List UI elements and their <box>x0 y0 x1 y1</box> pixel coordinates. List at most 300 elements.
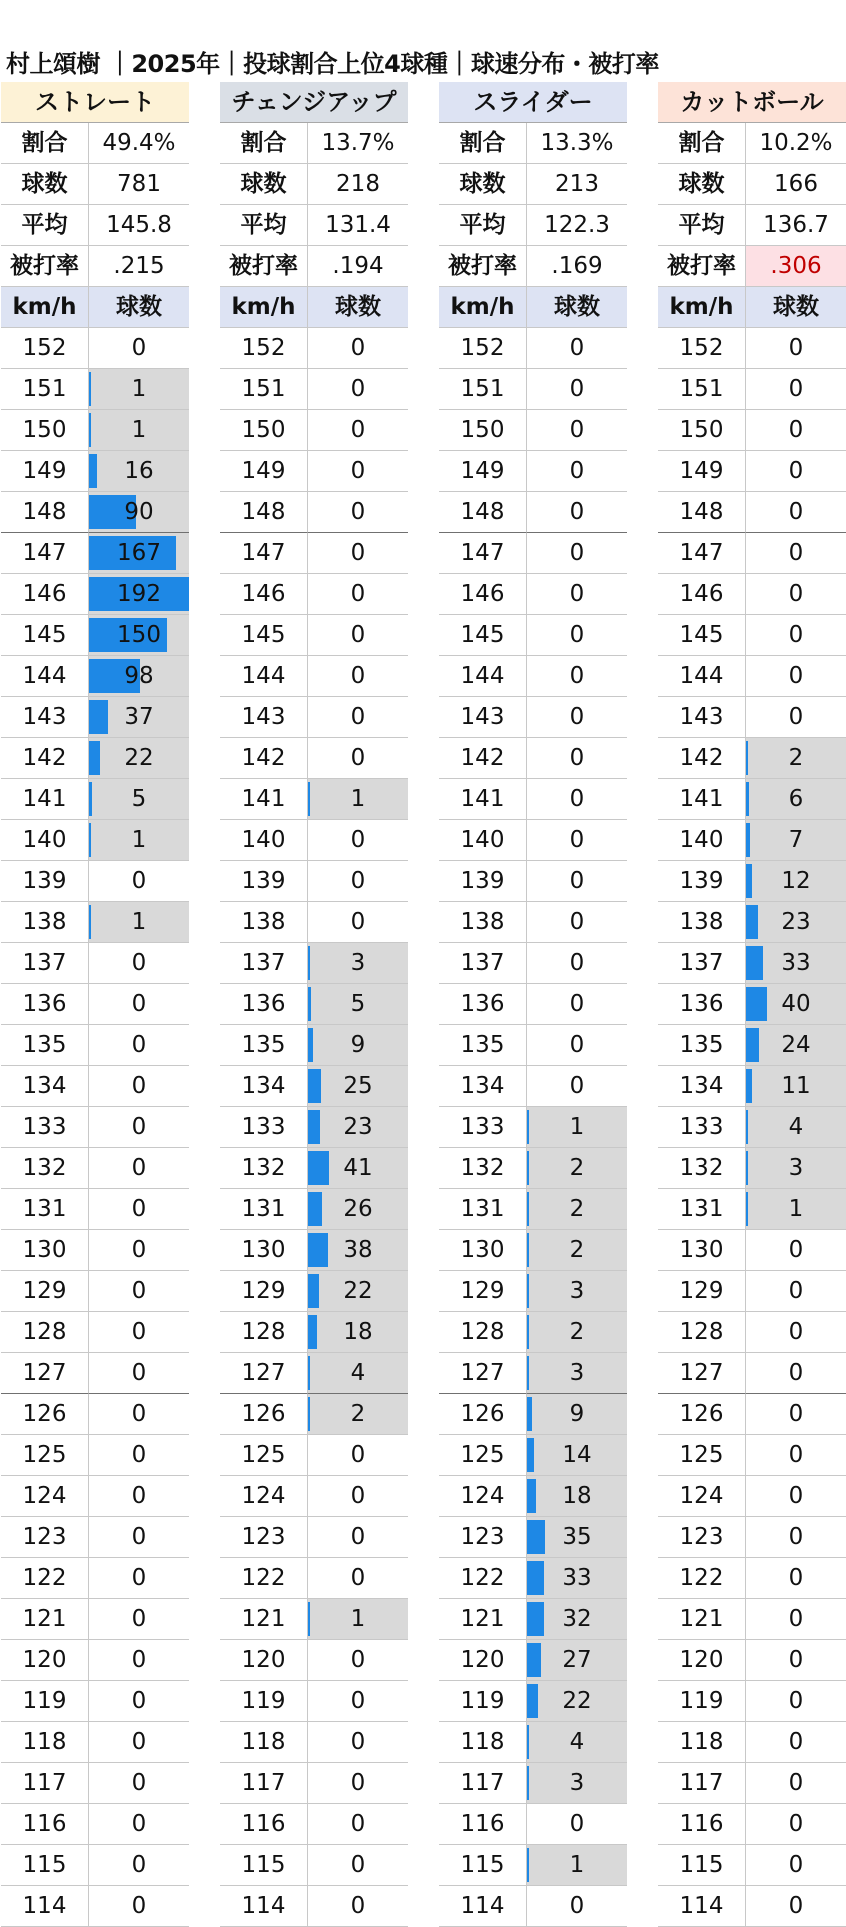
stat-value: .306 <box>746 246 846 287</box>
count-value: 9 <box>350 1032 366 1058</box>
count-value: 0 <box>788 1237 804 1263</box>
count-value: 0 <box>788 704 804 730</box>
count-cell <box>527 533 627 574</box>
speed-label: 114 <box>1 1886 89 1927</box>
count-value: 1 <box>788 1196 804 1222</box>
count-value: 2 <box>569 1319 585 1345</box>
count-cell <box>89 574 189 615</box>
count-cell <box>527 1230 627 1271</box>
count-value: 0 <box>569 540 585 566</box>
speed-label: 133 <box>220 1107 308 1148</box>
count-value: 0 <box>788 458 804 484</box>
count-cell <box>746 615 846 656</box>
count-value: 0 <box>350 1729 366 1755</box>
count-cell <box>527 779 627 820</box>
count-cell <box>746 1804 846 1845</box>
count-value: 0 <box>350 499 366 525</box>
count-value: 192 <box>117 581 161 607</box>
count-value: 0 <box>788 581 804 607</box>
count-cell <box>746 1845 846 1886</box>
speed-count-bar <box>308 987 311 1021</box>
count-cell <box>746 1435 846 1476</box>
speed-count-bar <box>89 782 92 816</box>
count-cell <box>527 1845 627 1886</box>
count-value: 25 <box>343 1073 373 1099</box>
pitch-name: チェンジアップ <box>220 82 408 123</box>
speed-label: 130 <box>658 1230 746 1271</box>
count-cell <box>527 1435 627 1476</box>
count-value: 0 <box>131 1852 147 1878</box>
speed-count-bar <box>527 1602 544 1636</box>
speed-label: 142 <box>1 738 89 779</box>
count-value: 0 <box>131 1401 147 1427</box>
count-cell <box>89 1722 189 1763</box>
count-cell <box>308 1435 408 1476</box>
count-cell <box>308 615 408 656</box>
speed-label: 128 <box>220 1312 308 1353</box>
speed-count-bar <box>746 905 758 939</box>
count-value: 0 <box>788 1524 804 1550</box>
speed-label: 119 <box>658 1681 746 1722</box>
count-value: 5 <box>350 991 366 1017</box>
speed-label: 135 <box>1 1025 89 1066</box>
count-value: 0 <box>788 1647 804 1673</box>
count-cell <box>746 1681 846 1722</box>
speed-label: 119 <box>1 1681 89 1722</box>
count-cell <box>746 779 846 820</box>
count-value: 0 <box>131 1606 147 1632</box>
count-value: 0 <box>350 909 366 935</box>
speed-label: 141 <box>220 779 308 820</box>
count-value: 0 <box>350 1770 366 1796</box>
count-value: 0 <box>569 991 585 1017</box>
count-cell <box>89 1148 189 1189</box>
speed-label: 127 <box>658 1353 746 1394</box>
speed-label: 137 <box>439 943 527 984</box>
speed-count-bar <box>89 454 97 488</box>
count-cell <box>746 574 846 615</box>
speed-label: 126 <box>1 1394 89 1435</box>
count-value: 0 <box>131 1729 147 1755</box>
count-value: 0 <box>569 1893 585 1919</box>
speed-count-bar <box>89 700 108 734</box>
count-value: 0 <box>569 622 585 648</box>
speed-label: 145 <box>1 615 89 656</box>
count-cell <box>527 1599 627 1640</box>
count-value: 0 <box>350 376 366 402</box>
count-cell <box>89 1763 189 1804</box>
count-cell <box>89 1394 189 1435</box>
count-value: 0 <box>788 1852 804 1878</box>
speed-column-header: km/h <box>658 287 746 328</box>
count-value: 0 <box>350 1852 366 1878</box>
count-cell <box>527 615 627 656</box>
count-value: 0 <box>131 1688 147 1714</box>
count-value: 0 <box>131 1278 147 1304</box>
count-cell <box>746 451 846 492</box>
count-cell <box>746 1886 846 1927</box>
count-value: 7 <box>788 827 804 853</box>
speed-label: 124 <box>1 1476 89 1517</box>
count-value: 2 <box>569 1196 585 1222</box>
count-value: 0 <box>788 1606 804 1632</box>
count-cell <box>308 1763 408 1804</box>
speed-count-bar <box>527 1643 541 1677</box>
speed-count-bar <box>746 1192 748 1226</box>
count-cell <box>308 861 408 902</box>
speed-label: 146 <box>439 574 527 615</box>
speed-label: 133 <box>1 1107 89 1148</box>
speed-label: 148 <box>658 492 746 533</box>
speed-count-bar <box>527 1315 529 1349</box>
count-cell <box>308 1845 408 1886</box>
count-cell <box>89 1066 189 1107</box>
count-value: 0 <box>350 540 366 566</box>
count-value: 3 <box>350 950 366 976</box>
count-value: 9 <box>569 1401 585 1427</box>
speed-label: 127 <box>220 1353 308 1394</box>
speed-label: 145 <box>439 615 527 656</box>
speed-count-bar <box>746 1069 752 1103</box>
count-cell <box>746 902 846 943</box>
speed-label: 134 <box>658 1066 746 1107</box>
speed-count-bar <box>89 413 91 447</box>
speed-label: 126 <box>658 1394 746 1435</box>
count-cell <box>527 1312 627 1353</box>
speed-label: 132 <box>439 1148 527 1189</box>
count-value: 2 <box>569 1237 585 1263</box>
speed-label: 135 <box>439 1025 527 1066</box>
stat-label: 平均 <box>439 205 527 246</box>
count-value: 22 <box>124 745 154 771</box>
speed-label: 152 <box>1 328 89 369</box>
speed-count-bar <box>308 1397 310 1431</box>
count-value: 3 <box>788 1155 804 1181</box>
speed-label: 126 <box>439 1394 527 1435</box>
count-cell <box>527 1148 627 1189</box>
count-value: 0 <box>569 868 585 894</box>
speed-label: 118 <box>439 1722 527 1763</box>
count-cell <box>89 1353 189 1394</box>
count-cell <box>308 1107 408 1148</box>
speed-count-bar <box>746 987 767 1021</box>
speed-label: 123 <box>439 1517 527 1558</box>
speed-label: 121 <box>220 1599 308 1640</box>
count-value: 0 <box>350 1565 366 1591</box>
count-cell <box>527 1804 627 1845</box>
count-cell <box>746 1394 846 1435</box>
speed-label: 143 <box>220 697 308 738</box>
stat-label: 平均 <box>220 205 308 246</box>
count-cell <box>89 1804 189 1845</box>
count-cell <box>308 820 408 861</box>
count-value: 41 <box>343 1155 373 1181</box>
speed-label: 149 <box>658 451 746 492</box>
count-value: 0 <box>131 1893 147 1919</box>
count-value: 4 <box>350 1360 366 1386</box>
speed-count-bar <box>746 1110 748 1144</box>
speed-label: 115 <box>658 1845 746 1886</box>
speed-count-bar <box>308 782 310 816</box>
speed-label: 134 <box>439 1066 527 1107</box>
speed-label: 131 <box>1 1189 89 1230</box>
speed-label: 120 <box>220 1640 308 1681</box>
count-value: 0 <box>569 581 585 607</box>
speed-label: 136 <box>658 984 746 1025</box>
count-cell <box>89 820 189 861</box>
speed-label: 139 <box>439 861 527 902</box>
speed-label: 121 <box>439 1599 527 1640</box>
count-cell <box>746 1107 846 1148</box>
speed-count-bar <box>527 1397 532 1431</box>
count-value: 18 <box>562 1483 592 1509</box>
speed-count-bar <box>89 741 100 775</box>
count-value: 3 <box>569 1360 585 1386</box>
pitch-name: カットボール <box>658 82 846 123</box>
speed-label: 122 <box>658 1558 746 1599</box>
speed-label: 137 <box>658 943 746 984</box>
speed-count-bar <box>89 823 91 857</box>
count-cell <box>308 1640 408 1681</box>
count-value: 0 <box>350 1811 366 1837</box>
speed-column-header: km/h <box>220 287 308 328</box>
count-value: 0 <box>788 1565 804 1591</box>
count-value: 0 <box>569 827 585 853</box>
count-cell <box>308 1148 408 1189</box>
count-cell <box>527 1353 627 1394</box>
count-value: 3 <box>569 1278 585 1304</box>
count-cell <box>89 492 189 533</box>
speed-label: 134 <box>220 1066 308 1107</box>
stat-label: 被打率 <box>439 246 527 287</box>
speed-label: 144 <box>220 656 308 697</box>
count-cell <box>527 1476 627 1517</box>
count-value: 0 <box>131 991 147 1017</box>
stat-label: 被打率 <box>658 246 746 287</box>
speed-label: 144 <box>1 656 89 697</box>
speed-label: 136 <box>220 984 308 1025</box>
chart-title: 村上頌樹 ｜2025年｜投球割合上位4球種｜球速分布・被打率 <box>6 50 659 78</box>
count-cell <box>89 1845 189 1886</box>
stat-label: 割合 <box>220 123 308 164</box>
count-cell <box>89 369 189 410</box>
count-column-header: 球数 <box>746 287 846 328</box>
speed-label: 130 <box>1 1230 89 1271</box>
count-value: 4 <box>788 1114 804 1140</box>
count-value: 0 <box>131 1770 147 1796</box>
count-cell <box>89 943 189 984</box>
count-value: 0 <box>788 1360 804 1386</box>
count-value: 1 <box>131 909 147 935</box>
speed-label: 131 <box>439 1189 527 1230</box>
speed-label: 134 <box>1 1066 89 1107</box>
speed-label: 119 <box>439 1681 527 1722</box>
count-cell <box>308 1476 408 1517</box>
speed-label: 141 <box>1 779 89 820</box>
count-cell <box>308 779 408 820</box>
count-value: 0 <box>131 1032 147 1058</box>
speed-label: 124 <box>220 1476 308 1517</box>
speed-label: 150 <box>658 410 746 451</box>
count-cell <box>308 656 408 697</box>
count-cell <box>746 984 846 1025</box>
count-value: 0 <box>350 335 366 361</box>
count-value: 0 <box>350 1524 366 1550</box>
speed-label: 140 <box>439 820 527 861</box>
speed-label: 133 <box>439 1107 527 1148</box>
speed-label: 116 <box>1 1804 89 1845</box>
speed-label: 126 <box>220 1394 308 1435</box>
count-value: 26 <box>343 1196 373 1222</box>
count-value: 0 <box>788 1442 804 1468</box>
count-value: 0 <box>788 1483 804 1509</box>
speed-label: 128 <box>658 1312 746 1353</box>
speed-count-bar <box>527 1684 538 1718</box>
count-value: 1 <box>131 376 147 402</box>
count-cell <box>746 656 846 697</box>
count-value: 0 <box>350 827 366 853</box>
count-cell <box>308 1189 408 1230</box>
count-value: 0 <box>788 335 804 361</box>
count-column-header: 球数 <box>527 287 627 328</box>
speed-label: 139 <box>658 861 746 902</box>
speed-label: 138 <box>439 902 527 943</box>
count-cell <box>308 574 408 615</box>
count-cell <box>308 943 408 984</box>
speed-label: 115 <box>220 1845 308 1886</box>
speed-label: 118 <box>1 1722 89 1763</box>
count-value: 40 <box>781 991 811 1017</box>
count-cell <box>308 1558 408 1599</box>
count-value: 1 <box>350 1606 366 1632</box>
count-cell <box>89 1025 189 1066</box>
count-cell <box>89 656 189 697</box>
speed-label: 122 <box>1 1558 89 1599</box>
count-cell <box>746 410 846 451</box>
speed-label: 114 <box>658 1886 746 1927</box>
speed-label: 135 <box>658 1025 746 1066</box>
count-cell <box>308 1599 408 1640</box>
count-cell <box>308 1681 408 1722</box>
count-value: 24 <box>781 1032 811 1058</box>
stat-value: .194 <box>308 246 408 287</box>
count-value: 0 <box>788 499 804 525</box>
count-cell <box>89 451 189 492</box>
count-cell <box>89 1189 189 1230</box>
speed-label: 124 <box>439 1476 527 1517</box>
count-value: 35 <box>562 1524 592 1550</box>
speed-label: 123 <box>220 1517 308 1558</box>
count-cell <box>527 1886 627 1927</box>
speed-label: 130 <box>439 1230 527 1271</box>
speed-count-bar <box>308 1356 310 1390</box>
speed-label: 132 <box>220 1148 308 1189</box>
count-cell <box>527 902 627 943</box>
speed-label: 150 <box>1 410 89 451</box>
speed-label: 147 <box>220 533 308 574</box>
count-cell <box>89 615 189 656</box>
speed-count-bar <box>527 1438 534 1472</box>
speed-label: 114 <box>220 1886 308 1927</box>
count-cell <box>746 1599 846 1640</box>
count-value: 0 <box>350 458 366 484</box>
speed-label: 131 <box>658 1189 746 1230</box>
count-cell <box>308 1353 408 1394</box>
count-cell <box>308 1312 408 1353</box>
count-value: 0 <box>569 704 585 730</box>
count-value: 0 <box>569 1032 585 1058</box>
speed-label: 124 <box>658 1476 746 1517</box>
count-cell <box>746 738 846 779</box>
count-cell <box>527 1558 627 1599</box>
speed-count-bar <box>308 1151 329 1185</box>
count-value: 1 <box>569 1114 585 1140</box>
count-column-header: 球数 <box>89 287 189 328</box>
count-cell <box>89 861 189 902</box>
speed-label: 151 <box>439 369 527 410</box>
count-value: 0 <box>350 622 366 648</box>
stat-label: 球数 <box>439 164 527 205</box>
speed-count-bar <box>89 905 91 939</box>
count-value: 0 <box>788 1770 804 1796</box>
speed-label: 151 <box>658 369 746 410</box>
speed-label: 143 <box>658 697 746 738</box>
count-cell <box>308 410 408 451</box>
speed-label: 125 <box>1 1435 89 1476</box>
count-value: 33 <box>781 950 811 976</box>
speed-label: 146 <box>1 574 89 615</box>
count-cell <box>89 1681 189 1722</box>
count-cell <box>89 1312 189 1353</box>
speed-label: 140 <box>220 820 308 861</box>
count-value: 0 <box>131 1647 147 1673</box>
speed-label: 136 <box>1 984 89 1025</box>
speed-label: 142 <box>439 738 527 779</box>
count-cell <box>527 410 627 451</box>
count-value: 0 <box>131 1319 147 1345</box>
speed-label: 139 <box>220 861 308 902</box>
speed-count-bar <box>527 1766 529 1800</box>
count-cell <box>89 1558 189 1599</box>
count-cell <box>308 902 408 943</box>
count-cell <box>308 1066 408 1107</box>
speed-label: 117 <box>439 1763 527 1804</box>
speed-count-bar <box>527 1274 529 1308</box>
stat-value: .215 <box>89 246 189 287</box>
speed-label: 121 <box>1 1599 89 1640</box>
count-value: 0 <box>131 1237 147 1263</box>
count-cell <box>89 410 189 451</box>
count-cell <box>308 1025 408 1066</box>
speed-label: 116 <box>220 1804 308 1845</box>
speed-label: 117 <box>1 1763 89 1804</box>
count-value: 0 <box>569 335 585 361</box>
speed-count-bar <box>527 1233 529 1267</box>
count-cell <box>746 1066 846 1107</box>
speed-label: 147 <box>439 533 527 574</box>
count-cell <box>746 1148 846 1189</box>
count-cell <box>746 697 846 738</box>
stat-label: 平均 <box>658 205 746 246</box>
speed-label: 141 <box>439 779 527 820</box>
count-value: 22 <box>562 1688 592 1714</box>
speed-label: 141 <box>658 779 746 820</box>
speed-count-bar <box>746 1028 759 1062</box>
count-value: 0 <box>788 1729 804 1755</box>
stat-label: 球数 <box>220 164 308 205</box>
speed-label: 116 <box>658 1804 746 1845</box>
count-cell <box>89 1640 189 1681</box>
